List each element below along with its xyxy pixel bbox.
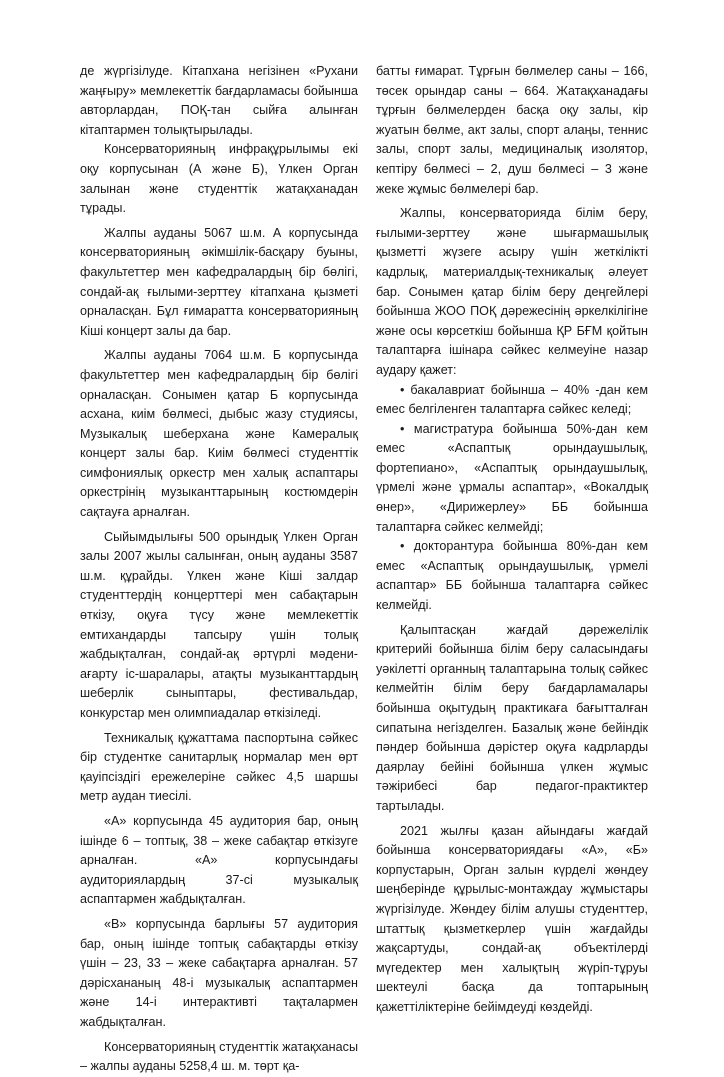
paragraph: Жалпы ауданы 5067 ш.м. А корпусында консерваторияның әкімшілік-басқару буыны, факультеттер мен кафедралардың бір бөлігі, сондай-ақ ғылыми-зерттеу кітапхана қызметі орналасқан. Бұл ғимаратта консерваторияның Кіші концерт залы да бар. (80, 225, 358, 338)
right-column (376, 62, 648, 1018)
bullet-item: • докторантура бойынша 80%-дан кем емес «Аспаптық орындаушылық, үрмелі аспаптар» ББ бойынша талаптарға сәйкес келмейді. (376, 539, 648, 613)
bullet-item: • магистратура бойынша 50%-дан кем емес «Аспаптық орындаушылық, фортепиано», «Аспаптық орындаушылық, үрмелі және ұрмалы аспаптар», «Вокалдық өнер», «Дирижерлеу» ББ бойынша талаптарға сәйкес келмейді; (376, 421, 648, 534)
paragraph: батты ғимарат. Тұрғын бөлмелер саны – 166, төсек орындар саны – 664. Жатақханадағы тұрғын бөлмелерден басқа оқу залы, кір жуатын бөлме, акт залы, спорт алаңы, теннис залы, спорт залы, медициналық изолятор, кептіру бөлмесі – 2, душ бөлмесі – 3 және жеке жұмыс бөлмелері бар. (376, 64, 648, 196)
paragraph: Консерваторияның инфрақұрылымы екі оқу корпусынан (А және Б), Үлкен Орган залынан және студенттік жатақханадан тұрады. (80, 142, 358, 216)
left-column (80, 62, 358, 1077)
paragraph: «В» корпусында барлығы 57 аудитория бар, оның ішінде топтық сабақтарды өткізу үшін – 23, 33 – жеке сабақтарға арналған. 57 дәрісхананың 48-і музыкалық аспаптармен және 14-і интерактивті тақталармен жабдықталған. (80, 916, 358, 1029)
paragraph: Қалыптасқан жағдай дәрежелілік критерийі бойынша білім беру саласындағы уәкілетті органның талаптарына толық сәйкес келмейтін білім беру бағдарламалары бойынша оқытудың практикаға бағытталған сипатына негізделген. Базалық және бейіндік пәндер бойынша дәрістер оқуға кадрларды даярлау бейіні бойынша үлкен жұмыс тәжірибесі бар педагог-практиктер тартылады. (376, 622, 648, 813)
paragraph: Консерваторияның студенттік жатақханасы – жалпы ауданы 5258,4 ш. м. төрт қа- (80, 1039, 358, 1074)
paragraph: Жалпы ауданы 7064 ш.м. Б корпусында факультеттер мен кафедралардың бір бөлігі орналасқан. Сонымен қатар Б корпусында асхана, киім бөлмесі, дыбыс жазу студиясы, Музыкалық шеберхана және Камералық концерт залы бар. Киім бөлмесі студенттік симфониялық оркестр мен халық аспаптары оркестрінің музыканттарының костюмдерін сақтауға арналған. (80, 348, 358, 520)
paragraph: Жалпы, консерваторияда білім беру, ғылыми-зерттеу және шығармашылық қызметті жүзеге асыру үшін жеткілікті кадрлық, материалдық-техникалық әлеует бар. Сонымен қатар білім беру деңгейлері бойынша ЖОО ПОҚ дәрежесінің әркелкілігіне және осы көрсеткіш бойынша ҚР БҒМ қойтын талаптарға ішінара сәйкес келмеуіне назар аудару қажет: (376, 206, 648, 377)
bullet-item: • бакалавриат бойынша – 40% -дан кем емес белгіленген талаптарға сәйкес келеді; (376, 382, 648, 417)
paragraph: «А» корпусында 45 аудитория бар, оның ішінде 6 – топтық, 38 – жеке сабақтар өткізуге арналған. «А» корпусындағы аудиториялардың 37-сі музыкалық аспаптармен жабдықталған. (80, 813, 358, 907)
paragraph: Сыйымдылығы 500 орындық Үлкен Орган залы 2007 жылы салынған, оның ауданы 3587 ш.м. құрайды. Үлкен және Кіші залдар студенттердің концерттері мен сабақтарын өткізу, оқуға түсу және мемлекеттік емтихандарды тапсыру үшін толық жабдықталған, сондай-ақ әртүрлі мәдени-ағарту іс-шаралары, атақты музыканттардың шеберлік сыныптары, фестивальдар, конкурстар мен олимпиадалар өткізіледі. (80, 529, 358, 720)
paragraph: де жүргізілуде. Кітапхана негізінен «Рухани жаңғыру» мемлекеттік бағдарламасы бойынша авторлардан, ПОҚ-тан сыйға алынған кітаптармен толықтырылады. (80, 64, 358, 137)
paragraph: 2021 жылғы қазан айындағы жағдай бойынша консерваториядағы «А», «Б» корпустарын, Орган залын күрделі жөндеу шеңберінде құрылыс-монтаждау жұмыстары жүргізілуде. Жөндеу білім алушы студенттер, штаттық қызметкерлер үшін жағдайды жақсартуды, сондай-ақ объектілерді мүгедектер мен халықтың жүріп-тұруы шектеулі басқа да топтарының қажеттіліктеріне бейімдеуді көздейді. (376, 823, 648, 1014)
paragraph: Техникалық құжаттама паспортына сәйкес бір студентке санитарлық нормалар мен өрт қауіпсіздігі ережелеріне сәйкес 4,5 шаршы метр аудан тиесілі. (80, 730, 358, 804)
